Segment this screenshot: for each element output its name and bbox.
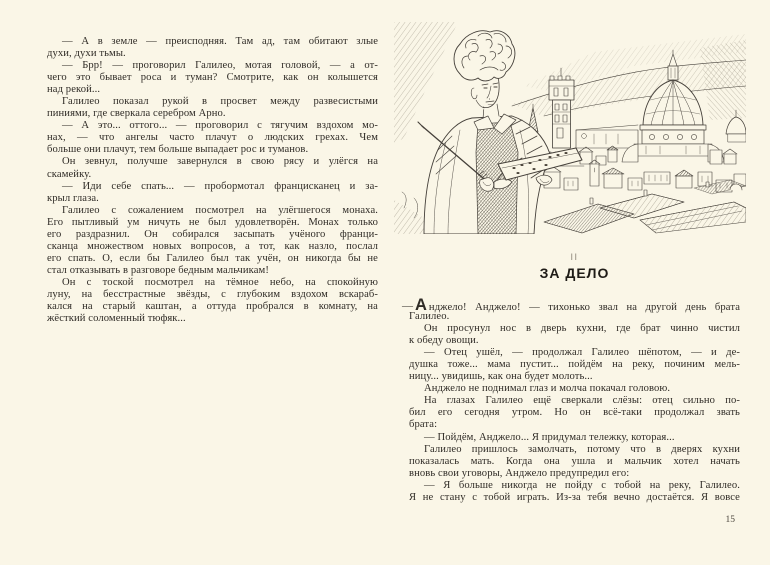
campanile-tower [549, 68, 574, 148]
chapter-title: ЗА ДЕЛО [539, 265, 610, 281]
text-line: к обеду овощи. [409, 335, 479, 347]
chapter-number: II [570, 252, 579, 262]
text-line: скамейку. [47, 168, 92, 180]
text-line: Галилео пришлось замолчать, потому что в дверях кухни [424, 443, 740, 455]
text-line: — Отец ушёл, — продолжал Галилео шёпотом, — и де- [424, 347, 740, 359]
text-line: — Я больше никогда не пойду с тобой на реку, Галилео. [424, 479, 740, 491]
text-line: Он просунул нос в дверь кухни, где брат чинно чистил [424, 323, 740, 335]
text-line: крыл глаза. [47, 192, 99, 204]
illustration-boy-florence [394, 22, 746, 234]
text-line: — Пойдём, Анджело... Я придумал тележку, которая... [424, 431, 675, 443]
text-line: больше они плачут, тем больше выпадает рос и туманов. [47, 144, 309, 156]
left-page-text [47, 36, 378, 325]
text-line: показалась мать. Когда она ушла и мальчик хотел начать [409, 455, 740, 467]
text-line: Анджело не поднимал глаз и молча покачал головою. [424, 383, 671, 395]
text-line: жёсткий соломенный тюфяк... [47, 313, 186, 325]
opening-text: нджело! Анджело! — тихонько звал на другой день брата [428, 302, 740, 313]
text-line: его раздразнил. Он собирался засы́пать учёного франци- [47, 228, 378, 240]
text-line: — А в земле — преисподняя. Там ад, там обитают злые [62, 36, 378, 47]
text-line: Я не стану с тобой играть. Из-за тебя вечно достаётся. Я вовсе [409, 491, 740, 503]
text-line: Он с тоской посмотрел на тёмное небо, на спокойную [62, 276, 378, 288]
page-number: 15 [725, 515, 735, 525]
cathedral-nave [576, 125, 638, 148]
chapter-heading [409, 252, 740, 281]
text-line: Его пытливый ум ничуть не был удовлетворён. Монах только [47, 216, 378, 228]
opening-line [402, 296, 740, 314]
text-line: — Иди себе спать... — пробормотал францисканец и за- [62, 180, 378, 192]
text-line: пиниями, где сверкала серебром Арно. [47, 108, 226, 120]
right-page-lines [409, 311, 740, 504]
text-line: кался на старый каштан, а оттуда пробрался в комнату, на [47, 301, 378, 313]
text-line: На глазах Галилео ещё сверкали слёзы: отец сильно по- [424, 395, 740, 407]
text-line: Галилео с сожалением посмотрел на улёгшегося монаха. [62, 204, 378, 216]
boy-figure [424, 31, 550, 234]
drop-cap: А [415, 296, 427, 314]
text-line: луну, на бесстрастные звёзды, с глубоким вздохом вскараб- [47, 288, 378, 300]
text-line: — А это... оттого... — проговорил с тягучим вздохом мо- [62, 120, 378, 132]
text-line: духи, духи тьмы. [47, 48, 126, 60]
opening-dash: — [402, 300, 413, 312]
text-line: брата: [409, 419, 438, 431]
text-line: сканца множеством новых вопросов, а тот, как назло, послал [47, 240, 378, 252]
text-line: его спать. О, если бы Галилео был так учён, он никогда бы не [47, 252, 378, 264]
text-line: нах, — что ангелы часто плачут о людских грехах. Чем [47, 132, 378, 144]
text-line: ницу... увидишь, как она будет молоть... [409, 371, 593, 383]
text-line: бил его сегодня утром. Но он всё-таки продолжал звать [409, 407, 740, 419]
text-line: чего это бывает роса и туман? Смотрите, как он колышется [47, 72, 378, 84]
text-line: душка тоже... мама пустит... пойдём на реку, починим мель- [409, 359, 740, 371]
text-line: стал отказывать в разговоре бедным мальчикам! [47, 264, 269, 276]
text-line: — Брр! — проговорил Галилео, мотая головой, — а от- [62, 60, 378, 72]
text-line: Галилео. [409, 311, 450, 323]
text-line: вновь свои уговоры, Анджело предупредил его: [409, 467, 630, 479]
right-page-text [402, 296, 740, 504]
text-line: над рекой... [47, 84, 101, 96]
text-line: Галилео показал рукой в просвет между развесистыми [62, 96, 378, 108]
text-line: Он зевнул, получше завернулся в свою рясу и улёгся на [62, 156, 378, 168]
